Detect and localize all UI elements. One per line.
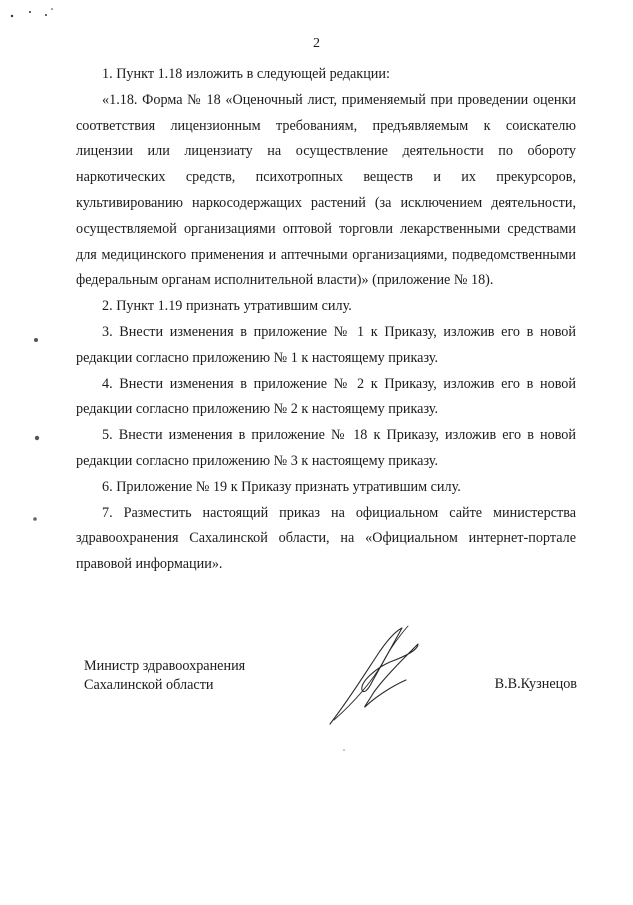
- signer-name: В.В.Кузнецов: [494, 676, 577, 692]
- paragraph-1: 1. Пункт 1.18 изложить в следующей редакции:: [102, 66, 390, 82]
- signer-position: [84, 657, 245, 695]
- paragraph-3: 3. Внести изменения в приложение № 1 к Приказу, изложив его в новой редакции согласно приложению № 1 к настоящему приказу.: [76, 323, 576, 366]
- paragraph-2: 2. Пункт 1.19 признать утратившим силу.: [102, 298, 352, 315]
- paragraph-6: 6. Приложение № 19 к Приказу признать утратившим силу.: [102, 478, 461, 495]
- paragraph-4: 4. Внести изменения в приложение № 2 к Приказу, изложив его в новой редакции согласно приложению № 2 к настоящему приказу.: [76, 375, 576, 418]
- paragraph-5: 5. Внести изменения в приложение № 18 к Приказу, изложив его в новой редакции согласно приложению № 3 к настоящему приказу.: [76, 427, 576, 469]
- document-body: [76, 62, 576, 578]
- page-number: 2: [313, 36, 320, 51]
- handwritten-signature: [322, 620, 422, 730]
- signer-position-line1: Министр здравоохранения: [84, 658, 246, 674]
- paragraph-7: 7. Разместить настоящий приказ на официальном сайте министерства здравоохранения Сахалинской области, на «Официальном интернет-портале правовой информации».: [76, 504, 576, 573]
- paragraph-1-18: «1.18. Форма № 18 «Оценочный лист, применяемый при проведении оценки соответствия лицензионным требованиям, предъявляемым к соискателю лицензии или лицензиату на осуществление деятельности по обороту наркотических средств, психотропных веществ и их прекурсоров, культивированию наркосодержащих растений (за исключением деятельности, осуществляемой организациями оптовой торговли лекарственными средствами для медицинского применения и аптечными организациями, подведомственными федеральным органам исполнительной власти)» (приложение № 18).: [76, 91, 576, 289]
- signer-position-line2: Сахалинской области: [84, 677, 214, 693]
